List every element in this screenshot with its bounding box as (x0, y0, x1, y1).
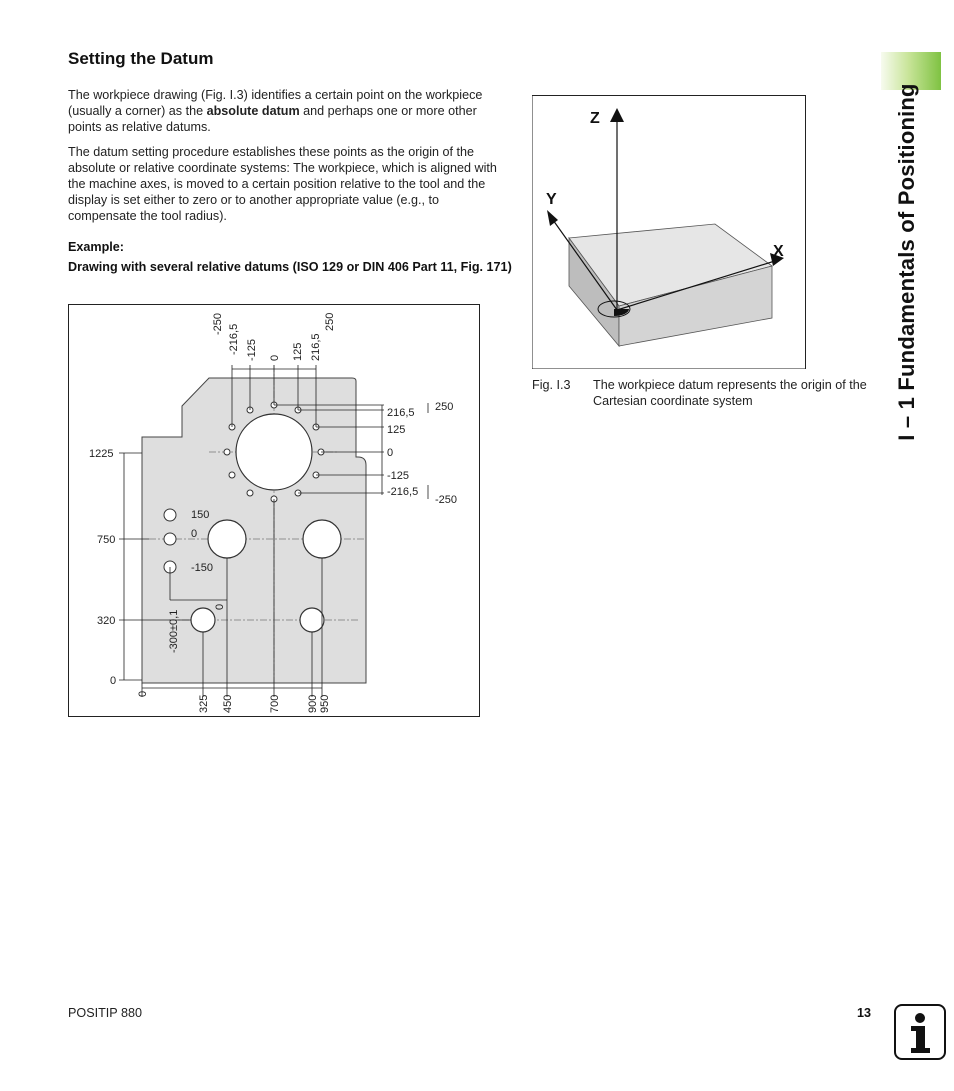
svg-text:0: 0 (137, 690, 149, 697)
svg-text:250: 250 (435, 401, 454, 413)
svg-text:325: 325 (198, 694, 210, 713)
svg-text:-216,5: -216,5 (387, 486, 419, 498)
svg-text:-300±0,1: -300±0,1 (168, 609, 180, 653)
svg-text:-250: -250 (435, 494, 458, 506)
svg-text:-216,5: -216,5 (228, 323, 240, 355)
info-icon (894, 1004, 946, 1060)
y-axis-label: Y (546, 191, 557, 208)
svg-text:-125: -125 (246, 338, 258, 361)
example-description: Drawing with several relative datums (ISO 129 or DIN 406 Part 11, Fig. 171) (68, 260, 512, 274)
paragraph-intro: The workpiece drawing (Fig. I.3) identifies a certain point on the workpiece (usually a corner) as the absolute datum and perhaps one or more other points as relative datums. (68, 88, 483, 134)
example-label: Example: (68, 240, 124, 254)
x-axis-label: X (773, 243, 784, 260)
svg-text:125: 125 (387, 424, 406, 436)
svg-text:950: 950 (319, 694, 331, 713)
svg-text:450: 450 (222, 694, 234, 713)
axes-figure-frame (532, 95, 806, 369)
footer-product: POSITIP 880 (68, 1006, 142, 1020)
svg-text:250: 250 (324, 312, 336, 331)
large-bore (236, 414, 312, 490)
absolute-datum-term: absolute datum (206, 104, 300, 118)
section-title: Setting the Datum (68, 49, 214, 68)
svg-text:700: 700 (269, 694, 281, 713)
svg-text:750: 750 (97, 534, 116, 546)
svg-text:0: 0 (110, 675, 117, 687)
cartesian-axes-figure (532, 96, 805, 369)
z-axis-label: Z (590, 110, 600, 127)
svg-text:320: 320 (97, 615, 116, 627)
figure-caption-label: Fig. I.3 (532, 378, 571, 392)
svg-text:-250: -250 (212, 312, 224, 335)
page-number: 13 (857, 1006, 872, 1020)
svg-text:150: 150 (191, 509, 210, 521)
paragraph-procedure: The datum setting procedure establishes these points as the origin of the absolute or relative coordinate systems: The workpiece, which is aligned with the machine axes, is moved to a certain position relative to the tool and the display is set either to zero or to another appropriate value (e.g., to compensate the tool radius). (68, 145, 497, 223)
datum-drawing (69, 305, 479, 716)
svg-text:0: 0 (387, 447, 394, 459)
svg-text:1225: 1225 (89, 448, 114, 460)
svg-text:0: 0 (214, 603, 226, 610)
svg-text:0: 0 (191, 528, 198, 540)
figure-caption-text: The workpiece datum represents the origin of the Cartesian coordinate system (593, 378, 867, 408)
svg-text:0: 0 (269, 354, 281, 361)
svg-text:216,5: 216,5 (310, 333, 322, 361)
svg-text:-125: -125 (387, 470, 410, 482)
svg-text:216,5: 216,5 (387, 407, 415, 419)
svg-text:900: 900 (307, 694, 319, 713)
svg-text:125: 125 (292, 342, 304, 361)
svg-text:-150: -150 (191, 562, 214, 574)
datum-drawing-frame (68, 304, 480, 717)
